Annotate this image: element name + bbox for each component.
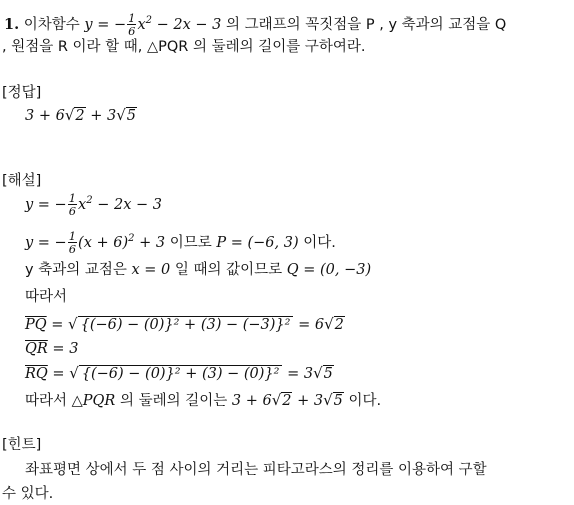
problem-function: y = − $\frac{1}{6}$ $x^2 - 2x - 3$ (84, 11, 222, 39)
solution-step-4: 따라서 (25, 289, 68, 305)
solution-step-2: y = − $\frac{1}{6}$ $(x + 6)^2 + 3$ 이므로 P = (−6, 3) 이다. (25, 229, 336, 257)
solution-step-2-end: 이다. (303, 234, 336, 251)
rq-line: $\overline{RQ}$ = √ {(−6) − (0)}² + (3) − (0)}² = 3√5 (25, 364, 333, 382)
qr-line: $\overline{QR} = 3$ (25, 341, 79, 357)
solution-step-1: y = − $\frac{1}{6}$ $x^2 - 2x - 3$ (25, 191, 162, 219)
fraction: $\frac{1}{6}$ (128, 11, 136, 39)
solution-label: [해설] (2, 173, 42, 189)
rq-expression: {(−6) − (0)}² + (3) − (0)}² (79, 365, 283, 382)
pq-value: 6√2 (314, 315, 344, 333)
rq-value: 3√5 (303, 364, 333, 382)
answer-value: 3 + 6√2 + 3√5 (25, 106, 137, 124)
fraction: $\frac{1}{6}$ (68, 229, 77, 257)
triangle-pqr: △PQR (71, 393, 116, 409)
answer-label: [정답] (2, 85, 42, 101)
solution-step-3-text-1: y 축과의 교점은 (25, 262, 127, 278)
solution-step-3 (25, 261, 371, 279)
pq-expression: {(−6) − (0)}² + (3) − (−3)}² (78, 316, 294, 333)
solution-step-2-text: 이므로 (169, 234, 212, 251)
problem-text-2: 의 그래프의 꼭짓점을 P , y 축과의 교점을 Q (225, 16, 507, 33)
final-text-3: 이다. (348, 393, 382, 409)
condition-x: x = 0 (131, 262, 171, 278)
final-text-1: 따라서 (25, 393, 68, 409)
segment-rq: $\overline{RQ}$ (25, 366, 48, 382)
pq-line: $\overline{PQ}$ = √ {(−6) − (0)}² + (3) − (−3)}² = 6√2 (25, 315, 344, 333)
problem-line-2: , 원점을 R 이라 할 때, △PQR 의 둘레의 길이를 구하여라. (2, 39, 366, 55)
qr-value: 3 (69, 341, 79, 357)
problem-number: 1. (4, 15, 20, 33)
solution-step-3-text-2: 일 때의 값이므로 (174, 262, 283, 278)
fraction: $\frac{1}{6}$ (68, 191, 77, 219)
hint-line-1: 좌표평면 상에서 두 점 사이의 거리는 피타고라스의 정리를 이용하여 구할 (25, 462, 487, 478)
intercept-q: Q = (0, −3) (286, 262, 372, 278)
hint-line-2: 수 있다. (2, 486, 54, 502)
problem-line-1 (4, 12, 506, 37)
solution-final (25, 391, 381, 410)
final-value: 3 + 6√2 + 3√5 (231, 391, 343, 409)
vertex-p: P = (−6, 3) (216, 234, 299, 251)
segment-pq: $\overline{PQ}$ (25, 317, 47, 333)
problem-text-1: 이차함수 (23, 16, 80, 33)
segment-qr: $\overline{QR}$ (25, 341, 48, 357)
final-text-2: 의 둘레의 길이는 (119, 393, 228, 409)
hint-label: [힌트] (2, 437, 42, 453)
